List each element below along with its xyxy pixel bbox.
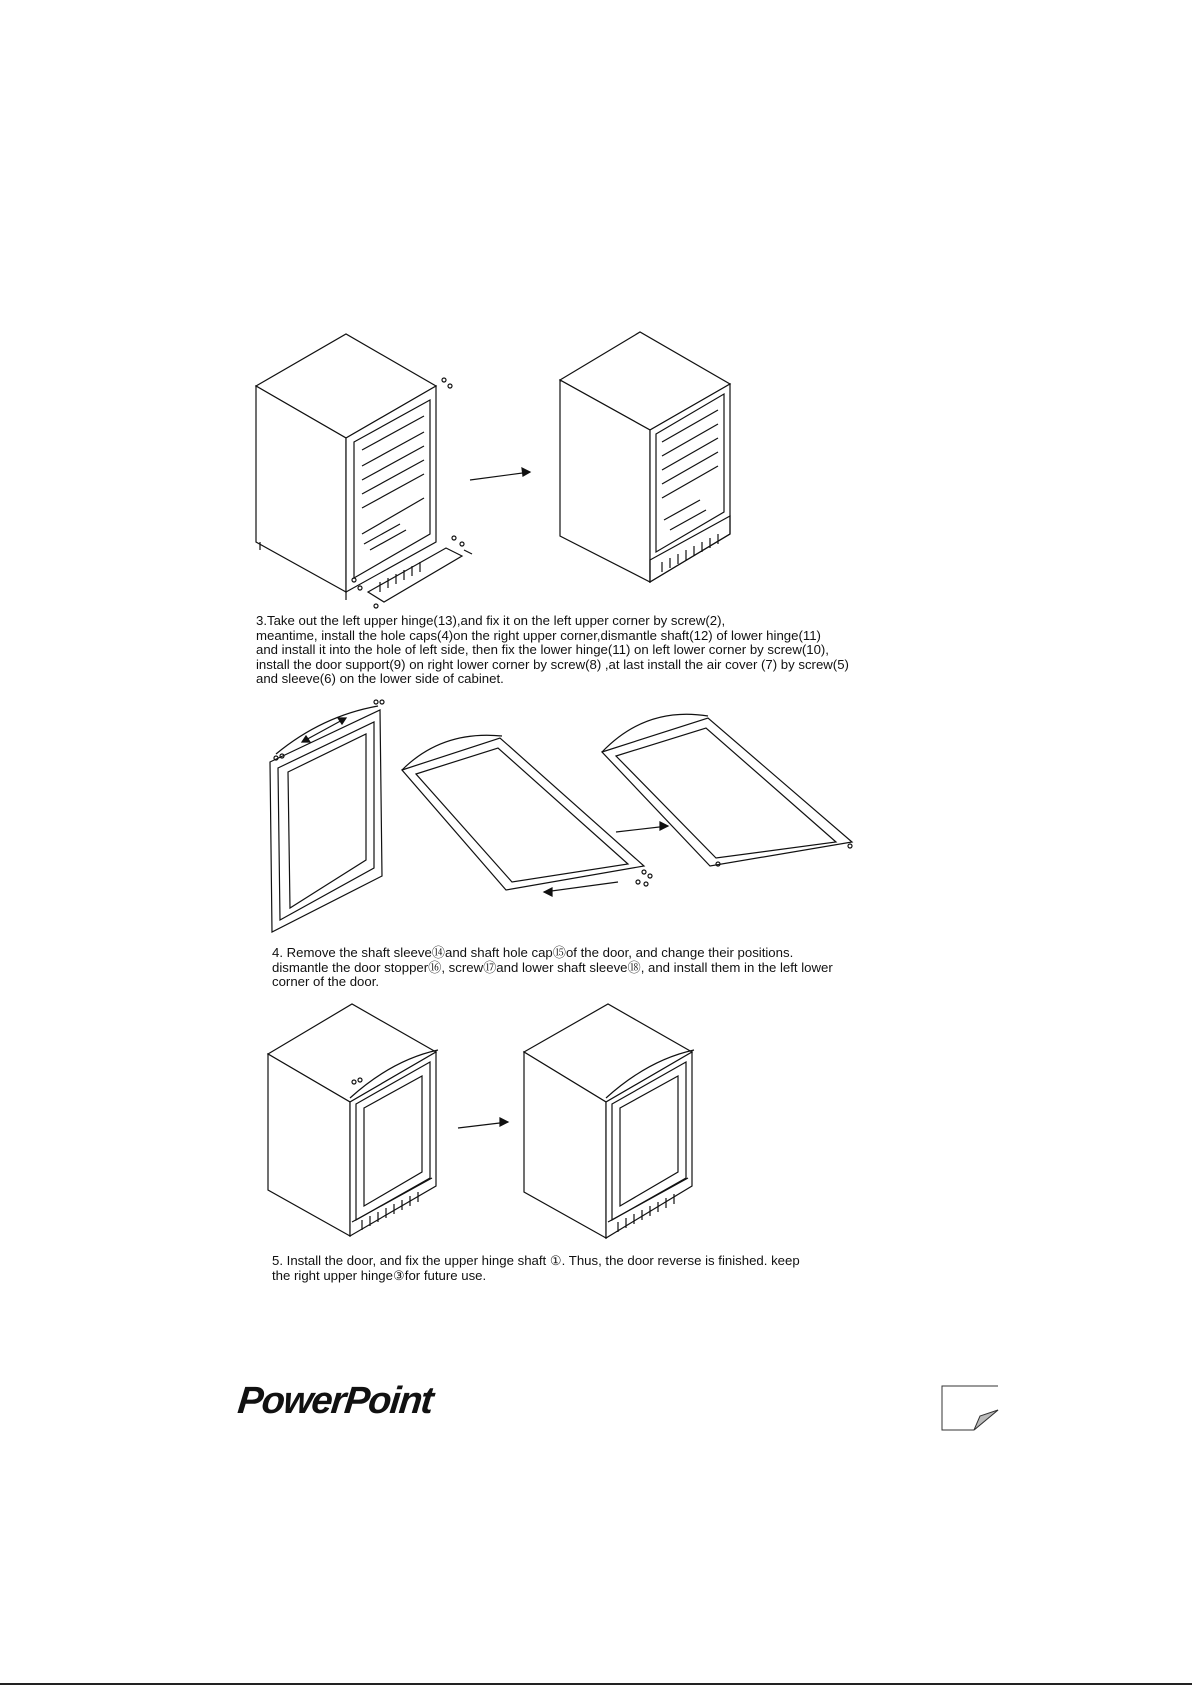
step-4-text: 4. Remove the shaft sleeve⑭and shaft hole cap⑮of the door, and change their positions. dismantle the door stopper⑯, screw⑰and lower shaft sleeve⑱, and install them in the left lower corner of the door. — [272, 945, 833, 990]
cabinet-with-door-left-illustration — [268, 1004, 438, 1236]
cabinet-assembled-illustration — [560, 332, 730, 582]
figure-step-4 — [262, 696, 882, 936]
door-flat-illustration-2 — [602, 714, 852, 866]
step-5-text: 5. Install the door, and fix the upper hinge shaft ①. Thus, the door reverse is finished. keep the right upper hinge③for future use. — [272, 1253, 800, 1283]
step-3-text: 3.Take out the left upper hinge(13),and fix it on the left upper corner by screw(2), meantime, install the hole caps(4)on the right upper corner,dismantle shaft(12) of lower hinge(11) and install it into the hole of left side, then fix the lower hinge(11) on left lower corner by screw(10), install the door support(9) on right lower corner by screw(8) ,at last install the air cover (7) by screw(5) and sleeve(6) on the lower side of cabinet. — [256, 613, 849, 687]
figure-step-5 — [262, 1000, 722, 1240]
cabinet-with-door-right-illustration — [524, 1004, 694, 1238]
page-corner-icon — [940, 1384, 1000, 1437]
door-upright-illustration — [270, 700, 384, 932]
cabinet-open-illustration — [256, 334, 472, 608]
figure-step-3 — [250, 330, 890, 610]
brand-logo: PowerPoint — [235, 1380, 435, 1422]
